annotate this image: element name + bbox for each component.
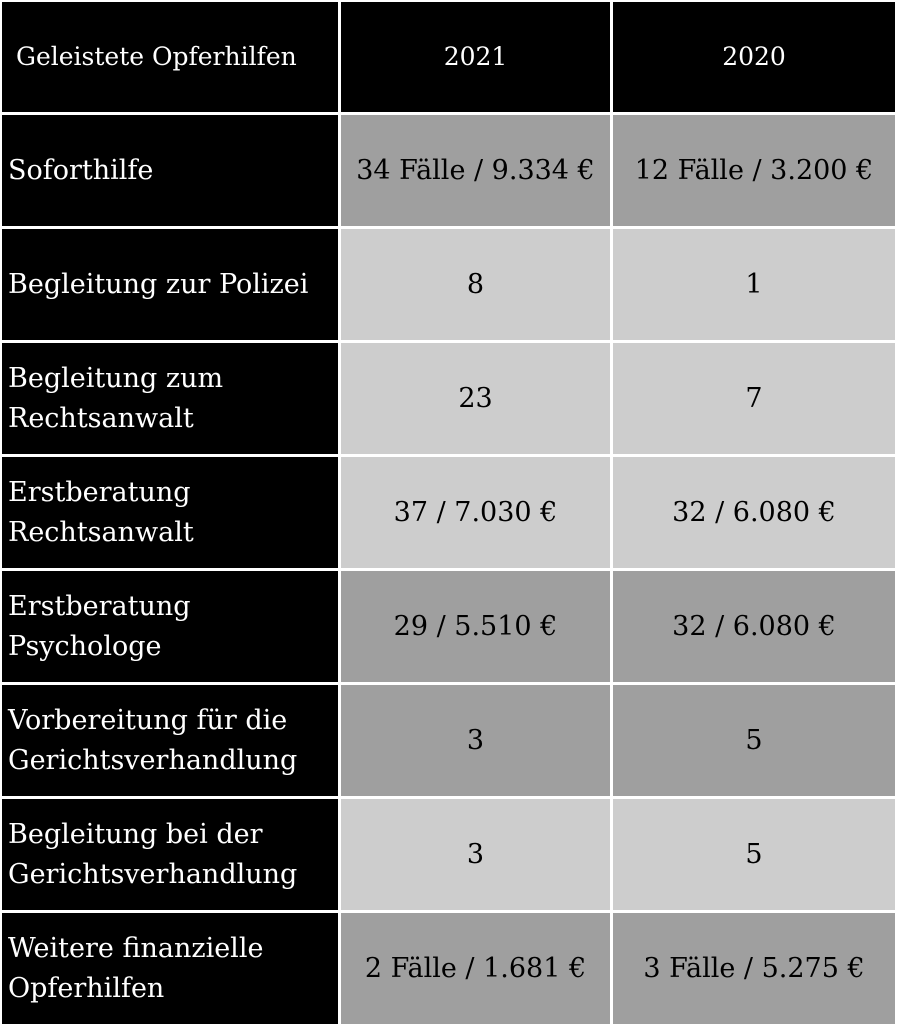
row-label: [2, 799, 338, 910]
header-2021: 2021: [341, 2, 610, 112]
cell-2021: 23: [341, 343, 610, 454]
row-label-text: Weitere finanzielle Opferhilfen: [8, 933, 264, 1004]
row-label-text: Begleitung zum Rechtsanwalt: [8, 363, 224, 434]
opferhilfen-table: [2, 2, 895, 1022]
cell-2021: 8: [341, 229, 610, 340]
cell-2021: 3: [341, 685, 610, 796]
cell-2021: 29 / 5.510 €: [341, 571, 610, 682]
cell-2020: 1: [613, 229, 895, 340]
row-label-text: Begleitung zur Polizei: [8, 268, 309, 300]
cell-2021: 34 Fälle / 9.334 €: [341, 115, 610, 226]
header-2020: 2020: [613, 2, 895, 112]
cell-2020: 3 Fälle / 5.275 €: [613, 913, 895, 1024]
row-label: [2, 229, 338, 340]
cell-2020: 5: [613, 685, 895, 796]
row-label-text: Erstberatung Rechtsanwalt: [8, 477, 194, 548]
row-label: [2, 913, 338, 1024]
header-label: Geleistete Opferhilfen: [2, 2, 338, 112]
row-label: [2, 571, 338, 682]
cell-2021: 3: [341, 799, 610, 910]
cell-2021: 2 Fälle / 1.681 €: [341, 913, 610, 1024]
cell-2020: 32 / 6.080 €: [613, 457, 895, 568]
row-label: [2, 457, 338, 568]
row-label-text: Erstberatung Psychologe: [8, 591, 191, 662]
cell-2021: 37 / 7.030 €: [341, 457, 610, 568]
row-label: [2, 343, 338, 454]
cell-2020: 7: [613, 343, 895, 454]
row-label-text: Soforthilfe: [8, 154, 154, 186]
row-label: [2, 115, 338, 226]
row-label: [2, 685, 338, 796]
cell-2020: 32 / 6.080 €: [613, 571, 895, 682]
cell-2020: 12 Fälle / 3.200 €: [613, 115, 895, 226]
cell-2020: 5: [613, 799, 895, 910]
row-label-text: Begleitung bei der Gerichtsverhandlung: [8, 819, 298, 890]
row-label-text: Vorbereitung für die Gerichtsverhandlung: [8, 705, 298, 776]
